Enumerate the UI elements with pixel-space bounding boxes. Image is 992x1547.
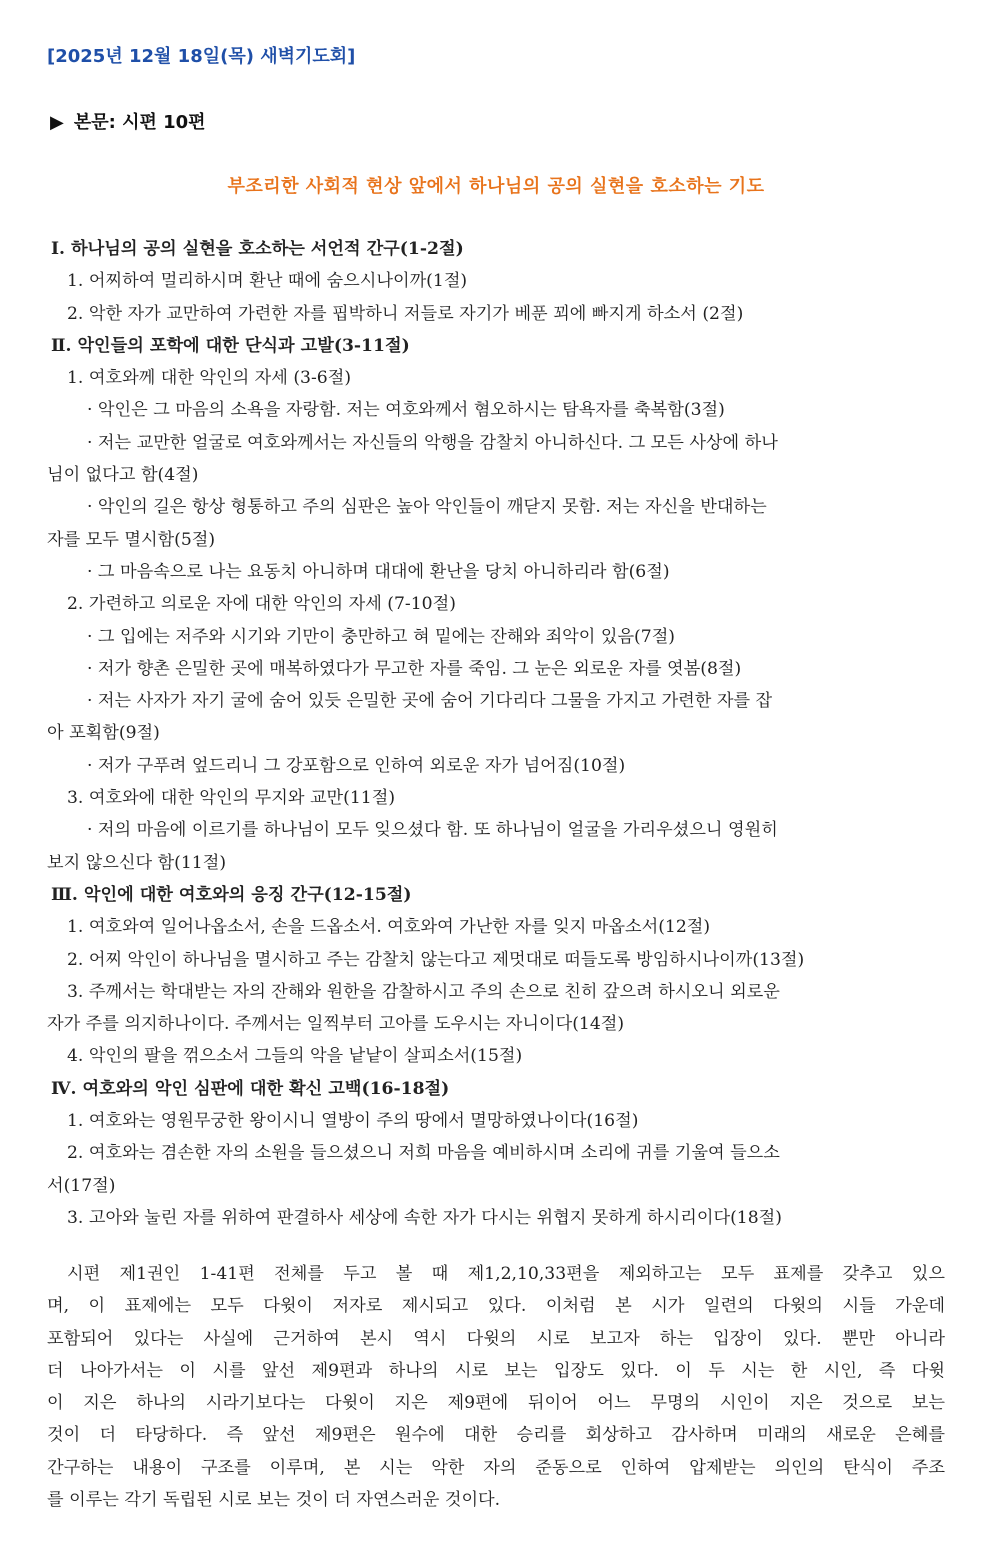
outline-point: 2. 어찌 악인이 하나님을 멸시하고 주는 감찰치 않는다고 제멋대로 떠들도록 방임하시나이까(13절): [67, 949, 805, 970]
outline-section-heading: Ⅱ. 악인들의 포학에 대한 단식과 고발(3-11절): [51, 335, 410, 356]
outline-point: 2. 여호와는 겸손한 자의 소원을 들으셨으니 저희 마음을 예비하시며 소리에 귀를 기울여 들으소: [67, 1143, 780, 1164]
outline-bullet: · 그 입에는 저주와 시기와 기만이 충만하고 혀 밑에는 잔해와 죄악이 있음(7절): [87, 626, 676, 647]
outline-bullet: · 저가 구푸려 엎드리니 그 강포함으로 인하여 외로운 자가 넘어짐(10절): [87, 755, 626, 776]
outline-point: 1. 여호와여 일어나옵소서, 손을 드옵소서. 여호와여 가난한 자를 잊지 마옵소서(12절): [67, 917, 711, 938]
outline-point-continuation: 자가 주를 의지하나이다. 주께서는 일찍부터 고아를 도우시는 자니이다(14절): [47, 1014, 625, 1035]
outline-point: 2. 악한 자가 교만하여 가련한 자를 핍박하니 저들로 자기가 베푼 꾀에 빠지게 하소서 (2절): [67, 303, 744, 324]
outline-bullet: · 저는 사자가 자기 굴에 숨어 있듯 은밀한 곳에 숨어 기다리다 그물을 가지고 가련한 자를 잡: [87, 691, 773, 712]
outline-point: 3. 고아와 눌린 자를 위하여 판결하사 세상에 속한 자가 다시는 위협지 못하게 하시리이다(18절): [67, 1207, 782, 1228]
outline-section-heading: Ⅰ. 하나님의 공의 실현을 호소하는 서언적 간구(1-2절): [51, 239, 464, 259]
outline-bullet: · 악인은 그 마음의 소욕을 자랑함. 저는 여호와께서 혐오하시는 탐욕자를 축복함(3절): [87, 400, 725, 421]
outline-point-continuation: 서(17절): [47, 1175, 116, 1196]
outline-point: 1. 여호와는 영원무궁한 왕이시니 열방이 주의 땅에서 멸망하였나이다(16절): [67, 1111, 639, 1132]
outline-point: 3. 여호와에 대한 악인의 무지와 교만(11절): [67, 788, 396, 809]
paragraph-line: 며, 이 표제에는 모두 다윗이 저자로 제시되고 있다. 이처럼 본 시가 일련의 다윗의 시들 가운데: [47, 1296, 945, 1317]
paragraph-line: 포함되어 있다는 사실에 근거하여 본시 역시 다윗의 시로 보고자 하는 입장이 있다. 뿐만 아니라: [47, 1328, 945, 1349]
commentary-paragraph: [47, 1258, 945, 1516]
paragraph-line: 간구하는 내용이 구조를 이루며, 본 시는 악한 자의 준동으로 인하여 압제받는 의인의 탄식이 주조: [47, 1457, 945, 1478]
scripture-label: 본문: 시편 10편: [73, 112, 206, 133]
outline-bullet: · 악인의 길은 항상 형통하고 주의 심판은 높아 악인들이 깨닫지 못함. 저는 자신을 반대하는: [87, 497, 767, 518]
paragraph-line: 것이 더 타당하다. 즉 앞선 제9편은 원수에 대한 승리를 회상하고 감사하며 미래의 새로운 은혜를: [47, 1425, 945, 1446]
outline-section-heading: Ⅳ. 여호와의 악인 심판에 대한 확신 고백(16-18절): [51, 1078, 450, 1099]
scripture-reference: [50, 108, 206, 134]
outline-point: 1. 여호와께 대한 악인의 자세 (3-6절): [67, 368, 352, 389]
outline-point: 4. 악인의 팔을 꺾으소서 그들의 악을 낱낱이 살피소서(15절): [67, 1046, 523, 1067]
outline-point: 1. 어찌하여 멀리하시며 환난 때에 숨으시나이까(1절): [67, 271, 468, 292]
paragraph-line: 를 이루는 각기 독립된 시로 보는 것이 더 자연스러운 것이다.: [47, 1490, 501, 1511]
outline-point: 2. 가련하고 의로운 자에 대한 악인의 자세 (7-10절): [67, 594, 456, 615]
service-date-header: [2025년 12월 18일(목) 새벽기도회]: [47, 46, 356, 67]
triangle-marker-icon: ▶: [50, 112, 64, 133]
paragraph-line: 시편 제1권인 1-41편 전체를 두고 볼 때 제1,2,10,33편을 제외하고는 모두 표제를 갖추고 있으: [67, 1264, 945, 1284]
paragraph-line: 이 지은 하나의 시라기보다는 다윗이 지은 제9편에 뒤이어 어느 무명의 시인이 지은 것으로 보는: [47, 1393, 945, 1414]
outline-bullet-continuation: 님이 없다고 함(4절): [47, 465, 199, 486]
outline-point: 3. 주께서는 학대받는 자의 잔해와 원한을 감찰하시고 주의 손으로 친히 갚으려 하시오니 외로운: [67, 981, 780, 1002]
outline-section-heading: Ⅲ. 악인에 대한 여호와의 응징 간구(12-15절): [51, 884, 412, 905]
outline-bullet-continuation: 자를 모두 멸시함(5절): [47, 529, 216, 550]
sermon-title: 부조리한 사회적 현상 앞에서 하나님의 공의 실현을 호소하는 기도: [227, 176, 765, 197]
outline: [47, 233, 945, 1234]
outline-bullet-continuation: 보지 않으신다 함(11절): [47, 852, 227, 873]
outline-bullet: · 저는 교만한 얼굴로 여호와께서는 자신들의 악행을 감찰치 아니하신다. 그 모든 사상에 하나: [87, 432, 778, 453]
outline-bullet: · 그 마음속으로 나는 요동치 아니하며 대대에 환난을 당치 아니하리라 함(6절): [87, 561, 670, 582]
outline-bullet: · 저의 마음에 이르기를 하나님이 모두 잊으셨다 함. 또 하나님이 얼굴을 가리우셨으니 영원히: [87, 820, 778, 841]
outline-bullet: · 저가 향촌 은밀한 곳에 매복하였다가 무고한 자를 죽임. 그 눈은 외로운 자를 엿봄(8절): [87, 658, 742, 679]
paragraph-line: 더 나아가서는 이 시를 앞선 제9편과 하나의 시로 보는 입장도 있다. 이 두 시는 한 시인, 즉 다윗: [47, 1360, 945, 1381]
outline-bullet-continuation: 아 포획함(9절): [47, 723, 160, 744]
